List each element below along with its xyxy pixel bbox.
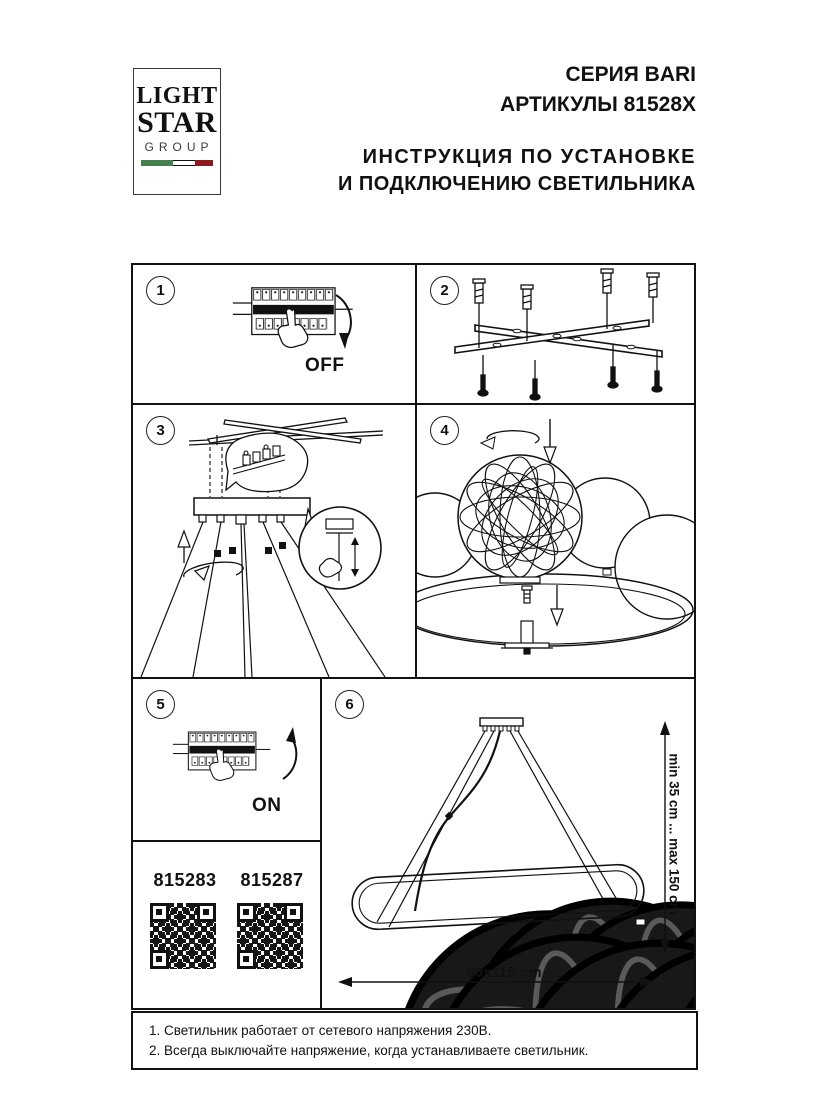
breaker-off-illustration: [133, 265, 415, 401]
qr-finder: [237, 950, 256, 969]
on-label: ON: [252, 795, 282, 816]
flag-red-segment: [195, 160, 213, 166]
flag-green-segment: [141, 160, 173, 166]
step-2-panel: [417, 265, 694, 405]
power-cord: [415, 731, 500, 911]
steps-grid: [131, 263, 696, 1010]
instruction-title-line1: ИНСТРУКЦИЯ ПО УСТАНОВКЕ: [362, 146, 696, 168]
logo-word-star: STAR: [137, 106, 217, 139]
instruction-title-line2: И ПОДКЛЮЧЕНИЮ СВЕТИЛЬНИКА: [337, 173, 696, 195]
qr-finder: [237, 903, 256, 922]
article-number-815283: 815283: [153, 870, 217, 890]
step-1-panel: [133, 265, 417, 405]
qr-code-right: [237, 903, 303, 969]
canopy-assembly-illustration: [133, 405, 415, 677]
qr-code-left: [150, 903, 216, 969]
up-arrow-icon: [178, 531, 190, 547]
step-3-panel: [133, 405, 417, 679]
qr-finder: [150, 950, 169, 969]
article-number-815287: 815287: [240, 870, 304, 890]
note-2: 2. Всегда выключайте напряжение, когда устанавливаете светильник.: [149, 1043, 589, 1058]
logo-word-light: LIGHT: [136, 83, 218, 109]
step-6-panel: [322, 679, 694, 1008]
off-label: OFF: [305, 355, 345, 376]
step-5-panel: [133, 679, 322, 842]
articles-title: АРТИКУЛЫ 81528X: [500, 93, 696, 116]
italian-flag-bar: [141, 160, 213, 166]
qr-finder: [197, 903, 216, 922]
off-arrow-icon: [336, 295, 351, 339]
step-1-badge: 1: [146, 276, 175, 305]
logo-word-group: GROUP: [144, 140, 214, 154]
note-1: 1. Светильник работает от сетевого напряжения 230В.: [149, 1023, 492, 1038]
size-dimension-label: 60x115 cm: [466, 964, 542, 981]
step-2-badge: 2: [430, 276, 459, 305]
down-arrow-icon: [551, 609, 563, 625]
step-4-badge: 4: [430, 416, 459, 445]
height-dimension-label: min 35 cm ... max 150 cm: [666, 753, 682, 915]
step-5-badge: 5: [146, 690, 175, 719]
sphere-attachment-illustration: [417, 405, 694, 677]
qr-finder: [150, 903, 169, 922]
flag-white-segment: [173, 160, 195, 166]
on-arrow-icon: [283, 737, 296, 779]
qr-finder: [284, 903, 303, 922]
step-3-badge: 3: [146, 416, 175, 445]
safety-notes: [131, 1011, 698, 1070]
series-title: СЕРИЯ BARI: [565, 63, 696, 86]
article-codes-panel: [133, 842, 322, 1008]
bracket-mounting-illustration: [417, 265, 694, 401]
step-6-badge: 6: [335, 690, 364, 719]
step-4-panel: [417, 405, 694, 679]
lightstar-logo: [133, 68, 221, 195]
chandelier-illustration: [322, 679, 694, 1008]
